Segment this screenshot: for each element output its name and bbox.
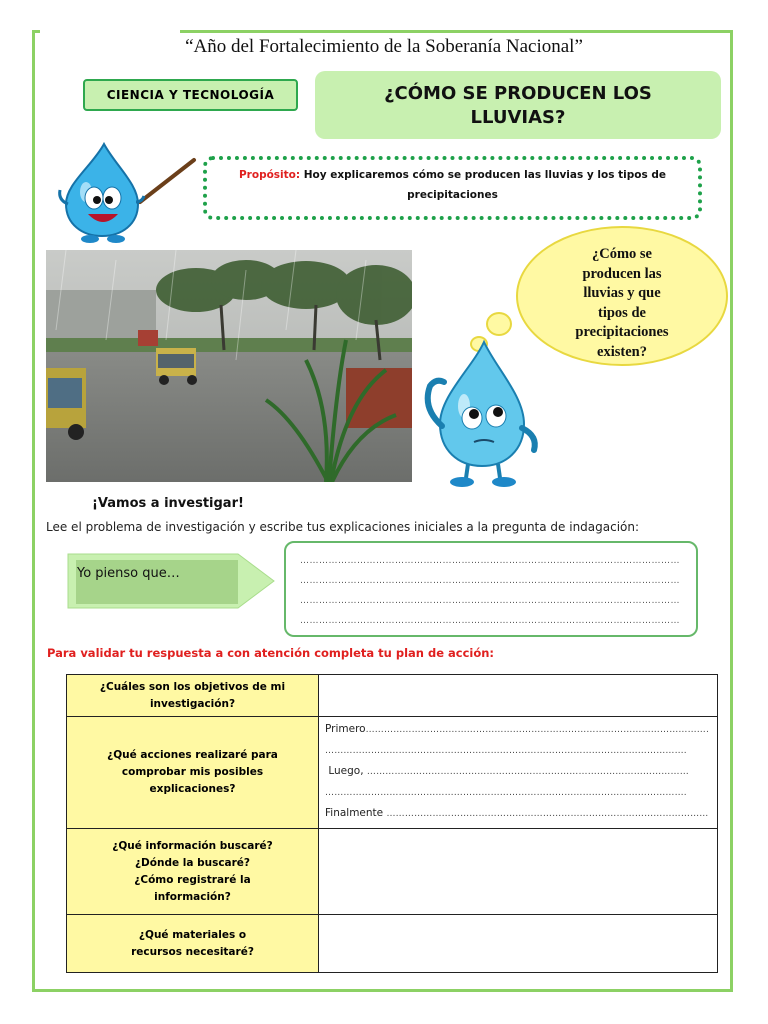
step-dots xyxy=(325,783,711,804)
step-first-label: Primero xyxy=(325,723,366,735)
answer-information-cell[interactable] xyxy=(319,829,718,915)
table-row xyxy=(67,915,718,973)
question-text: ¿Dónde la buscaré? xyxy=(134,856,251,869)
question-actions xyxy=(67,717,319,829)
investigate-heading: ¡Vamos a investigar! xyxy=(92,496,244,511)
answer-materials-cell[interactable] xyxy=(319,915,718,973)
subject-badge: CIENCIA Y TECNOLOGÍA xyxy=(83,79,298,111)
thought-dot xyxy=(486,312,512,336)
question-materials xyxy=(67,915,319,973)
table-row xyxy=(67,717,718,829)
bubble-line-1: ¿Cómo se xyxy=(591,246,652,262)
question-text: ¿Cuáles son los objetivos de mi xyxy=(99,680,286,693)
dots: ………………………………………………………………………………………………………. xyxy=(325,746,687,756)
question-text: ¿Qué materiales o xyxy=(138,928,247,941)
question-text: recursos necesitaré? xyxy=(131,945,254,958)
purpose-label: Propósito: xyxy=(238,169,301,181)
plan-intro: Para validar tu respuesta a con atención completa tu plan de acción: xyxy=(47,646,495,660)
purpose-text: Hoy explicaremos cómo se producen las lluvias y los tipos de precipitaciones xyxy=(303,169,666,201)
dots: …………………………………………………………………………………………… xyxy=(366,767,689,777)
answer-line: ………………………………………………………………………………………………………… xyxy=(300,616,680,626)
question-objectives xyxy=(67,675,319,717)
step-dots xyxy=(325,741,711,762)
question-text: información? xyxy=(154,890,231,903)
table-row xyxy=(67,675,718,717)
question-text: investigación? xyxy=(149,697,236,710)
question-text: ¿Cómo registraré la xyxy=(134,873,251,886)
step-then xyxy=(325,762,711,783)
hypothesis-label: Yo pienso que… xyxy=(77,566,180,581)
rain-street-photo xyxy=(46,250,412,482)
question-text: ¿Qué acciones realizaré para xyxy=(107,749,278,761)
dots: …………………………………………………………………………………………… xyxy=(386,809,709,819)
table-row xyxy=(67,829,718,915)
water-drop-thinking-icon xyxy=(414,338,554,488)
answer-line: ………………………………………………………………………………………………………… xyxy=(300,556,680,566)
page-title xyxy=(315,71,721,139)
question-text: ¿Qué información buscaré? xyxy=(112,839,273,852)
dots: …………………………………………………………………………………………………. xyxy=(365,725,710,735)
question-text: comprobar mis posibles xyxy=(121,766,264,778)
question-text: explicaciones? xyxy=(149,783,236,795)
bubble-line-2: producen las xyxy=(582,265,662,282)
title-line-1: ¿CÓMO SE PRODUCEN LOS xyxy=(384,83,652,104)
hypothesis-answer-box[interactable] xyxy=(284,541,698,637)
question-information xyxy=(67,829,319,915)
hypothesis-arrow-label xyxy=(66,552,276,610)
answer-line: ………………………………………………………………………………………………………… xyxy=(300,596,680,606)
step-first xyxy=(325,720,711,741)
step-then-label: Luego, xyxy=(328,765,364,777)
answer-objectives-cell[interactable] xyxy=(319,675,718,717)
answer-line: ………………………………………………………………………………………………………… xyxy=(300,576,680,586)
step-finally-label: Finalmente xyxy=(325,807,384,819)
year-title: “Año del Fortalecimiento de la Soberanía Nacional” xyxy=(185,36,583,57)
purpose-box xyxy=(203,156,702,220)
bubble-line-4: tipos de xyxy=(598,304,646,321)
step-finally xyxy=(325,804,711,825)
investigate-instruction: Lee el problema de investigación y escribe tus explicaciones iniciales a la pregunta de indagación: xyxy=(46,520,640,534)
water-drop-teacher-icon xyxy=(56,140,200,244)
dots: ………………………………………………………………………………………………………. xyxy=(325,788,687,798)
title-line-2: LLUVIAS? xyxy=(470,107,566,128)
answer-actions-cell[interactable] xyxy=(319,717,718,829)
bubble-line-3: lluvias y que xyxy=(583,285,661,301)
bubble-line-6: existen? xyxy=(597,343,647,360)
action-plan-table xyxy=(66,674,718,973)
bubble-line-5: precipitaciones xyxy=(575,324,669,340)
